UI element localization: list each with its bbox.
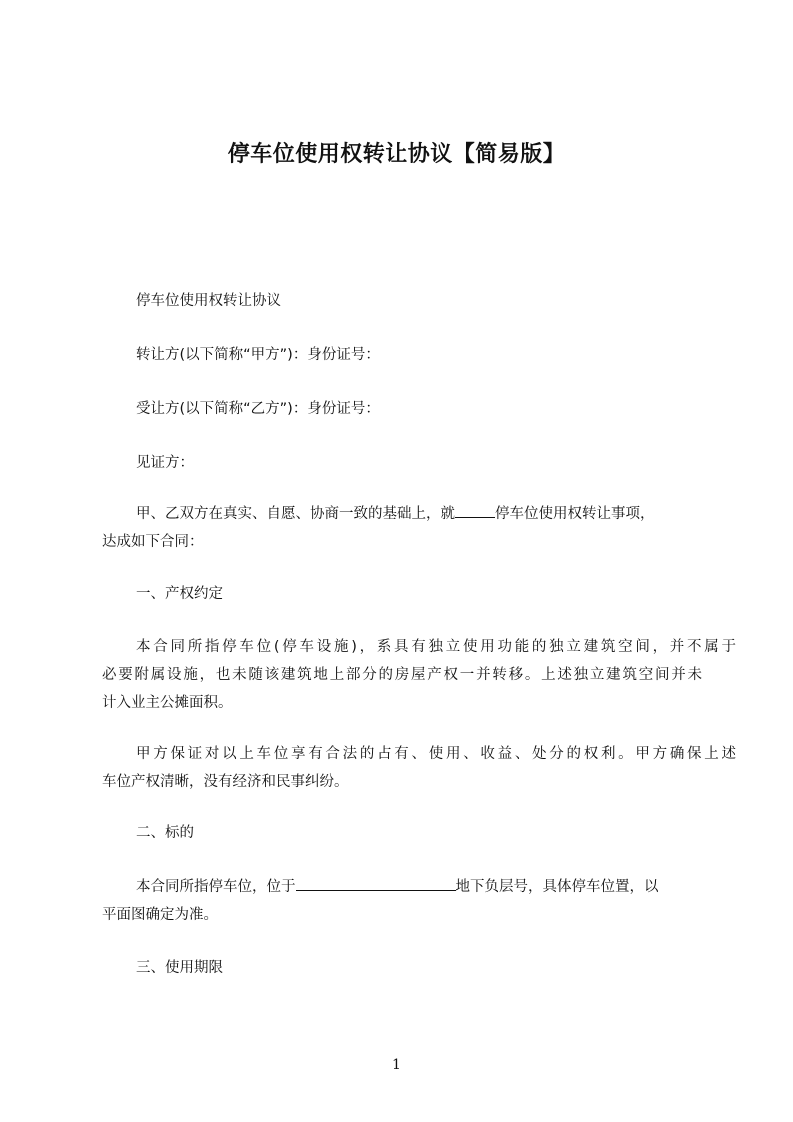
witness-line: 见证方： xyxy=(136,455,194,471)
intro-text-before-blank: 甲、乙双方在真实、自愿、协商一致的基础上，就 xyxy=(136,506,455,522)
section-1-title: 一、产权约定 xyxy=(136,586,223,602)
section-1-paragraph-1-line-3: 计入业主公摊面积。 xyxy=(102,695,233,711)
section-1-paragraph-1-line-1: 本合同所指停车位(停车设施)，系具有独立使用功能的独立建筑空间，并不属于 xyxy=(136,639,736,655)
section-2-paragraph-1-line-2: 平面图确定为准。 xyxy=(102,907,218,923)
intro-line-1 xyxy=(102,500,736,528)
section-2-title: 二、标的 xyxy=(136,825,194,841)
section-1-paragraph-2-line-1: 甲方保证对以上车位享有合法的占有、使用、收益、处分的权利。甲方确保上述 xyxy=(136,746,736,762)
location-blank xyxy=(296,874,456,891)
party-b-line: 受让方(以下简称“乙方”)：身份证号： xyxy=(136,401,380,417)
intro-line-2: 达成如下合同： xyxy=(102,534,204,550)
agreement-heading: 停车位使用权转让协议 xyxy=(136,293,281,309)
section-3-title: 三、使用期限 xyxy=(136,960,223,976)
party-a-line: 转让方(以下简称“甲方”)：身份证号： xyxy=(136,347,380,363)
intro-text-after-blank: 停车位使用权转让事项， xyxy=(495,506,655,522)
intro-blank xyxy=(455,501,495,518)
section-2-text-after-blank: 地下负层号，具体停车位置，以 xyxy=(455,879,659,895)
section-2-text-before-blank: 本合同所指停车位，位于 xyxy=(136,879,296,895)
section-2-paragraph-1-line-1 xyxy=(102,873,736,901)
section-1-paragraph-2-line-2: 车位产权清晰，没有经济和民事纠纷。 xyxy=(102,774,349,790)
page-number: 1 xyxy=(392,1057,401,1073)
section-1-paragraph-1-line-2: 必要附属设施，也未随该建筑地上部分的房屋产权一并转移。上述独立建筑空间并未 xyxy=(102,667,702,683)
document-title: 停车位使用权转让协议【简易版】 xyxy=(227,142,566,167)
